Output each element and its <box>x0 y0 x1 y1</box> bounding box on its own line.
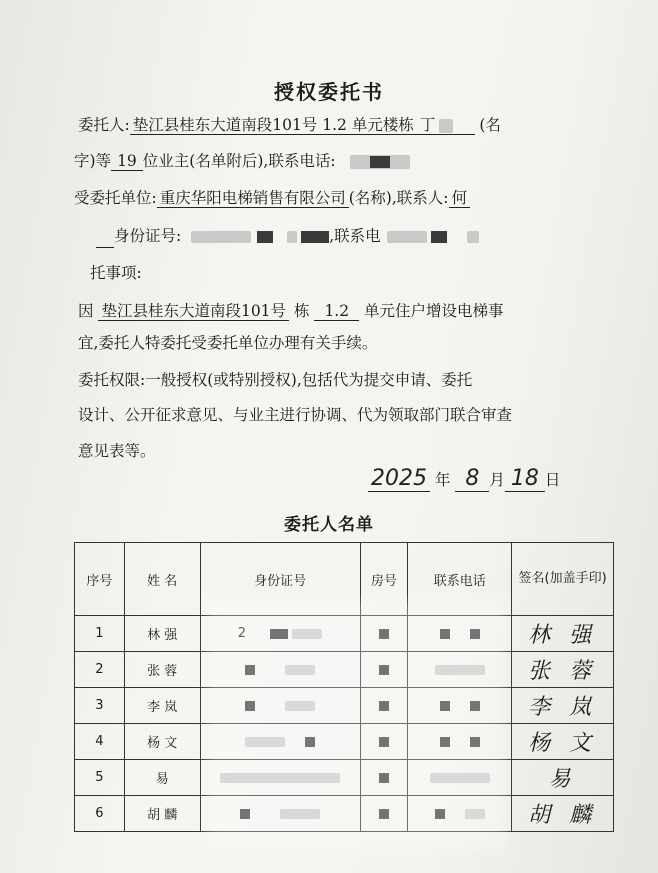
header-id: 身份证号 <box>200 543 360 616</box>
phone-label: 位业主(名单附后),联系电话: <box>142 152 336 170</box>
redaction-mark <box>191 231 251 243</box>
redaction-mark <box>287 231 297 243</box>
agent-label: 受委托单位: <box>74 189 157 207</box>
cell-name: 易 <box>124 760 200 796</box>
matter-prefix: 因 <box>78 302 94 320</box>
cell-signature: 杨 文 <box>512 724 614 760</box>
agent-company: 重庆华阳电梯销售有限公司 <box>157 189 349 208</box>
principal-line <box>78 114 501 136</box>
principal-address: 垫江县桂东大道南段101号 1.2 单元楼栋 <box>130 116 417 135</box>
cell-no: 5 <box>75 760 125 796</box>
date-year: 2025 <box>368 466 430 492</box>
header-phone: 联系电话 <box>408 543 512 616</box>
authority-line-2: 设计、公开征求意见、与业主进行协调、代为领取部门联合审查 <box>78 406 513 424</box>
contact-name: 何 <box>449 189 471 208</box>
id-line <box>96 225 479 248</box>
authority-line-3: 意见表等。 <box>78 442 156 460</box>
contact-phone-label: ,联系电 <box>329 227 381 245</box>
cell-name: 李 岚 <box>124 688 200 724</box>
id-label: 身份证号: <box>114 227 182 245</box>
contact-label: (名称),联系人: <box>348 189 449 207</box>
cell-no: 1 <box>75 616 125 652</box>
authority-line-1: 委托权限:一般授权(或特别授权),包括代为提交申请、委托 <box>78 371 473 389</box>
redaction-blur <box>206 600 506 850</box>
cell-name: 胡 麟 <box>124 796 200 832</box>
header-name: 姓 名 <box>124 543 200 616</box>
matter-building: 栋 <box>293 302 310 320</box>
redaction-mark <box>387 231 427 243</box>
document-title: 授权委托书 <box>274 80 384 104</box>
agent-line <box>74 187 470 209</box>
cell-signature: 张 蓉 <box>512 652 614 688</box>
matter-line <box>78 300 504 322</box>
cell-name: 杨 文 <box>124 724 200 760</box>
matters-line: 托事项: <box>90 264 142 282</box>
cell-name: 张 蓉 <box>124 652 200 688</box>
redaction-mark <box>370 156 390 168</box>
header-room: 房号 <box>360 543 408 616</box>
day-label: 日 <box>544 471 561 489</box>
cell-signature: 胡 麟 <box>512 796 614 832</box>
date-day: 18 <box>505 466 545 492</box>
year-label: 年 <box>434 471 451 489</box>
cell-signature: 李 岚 <box>512 688 614 724</box>
cell-no: 6 <box>75 796 125 832</box>
owner-count: 19 <box>111 152 143 171</box>
redaction-mark <box>431 231 447 243</box>
matter-unit: 1.2 <box>314 302 359 321</box>
owners-line <box>74 150 390 172</box>
principal-label: 委托人: <box>78 116 130 134</box>
cell-name: 林 强 <box>124 616 200 652</box>
matter-address: 垫江县桂东大道南段101号 <box>98 302 289 321</box>
roster-title: 委托人名单 <box>284 515 374 535</box>
principal-suffix: (名 <box>479 116 501 134</box>
cell-id-text: 2 <box>237 626 247 641</box>
matter-suffix: 单元住户增设电梯事 <box>364 302 504 320</box>
header-no: 序号 <box>75 543 125 616</box>
cell-signature: 易 <box>512 760 614 796</box>
signing-date <box>368 466 560 491</box>
redaction-mark <box>439 119 453 133</box>
month-label: 月 <box>489 471 505 489</box>
date-month: 8 <box>455 466 489 492</box>
principal-name: 丁 <box>417 116 476 135</box>
redaction-mark <box>257 231 273 243</box>
redaction-mark <box>467 231 479 243</box>
header-sign: 签名(加盖手印) <box>512 543 614 616</box>
cell-no: 2 <box>75 652 125 688</box>
cell-no: 4 <box>75 724 125 760</box>
redaction-mark <box>301 231 329 243</box>
cell-signature: 林 强 <box>512 616 614 652</box>
cell-no: 3 <box>75 688 125 724</box>
owners-prefix: 字)等 <box>74 152 112 170</box>
matter-line-2: 宜,委托人特委托受委托单位办理有关手续。 <box>78 334 378 352</box>
